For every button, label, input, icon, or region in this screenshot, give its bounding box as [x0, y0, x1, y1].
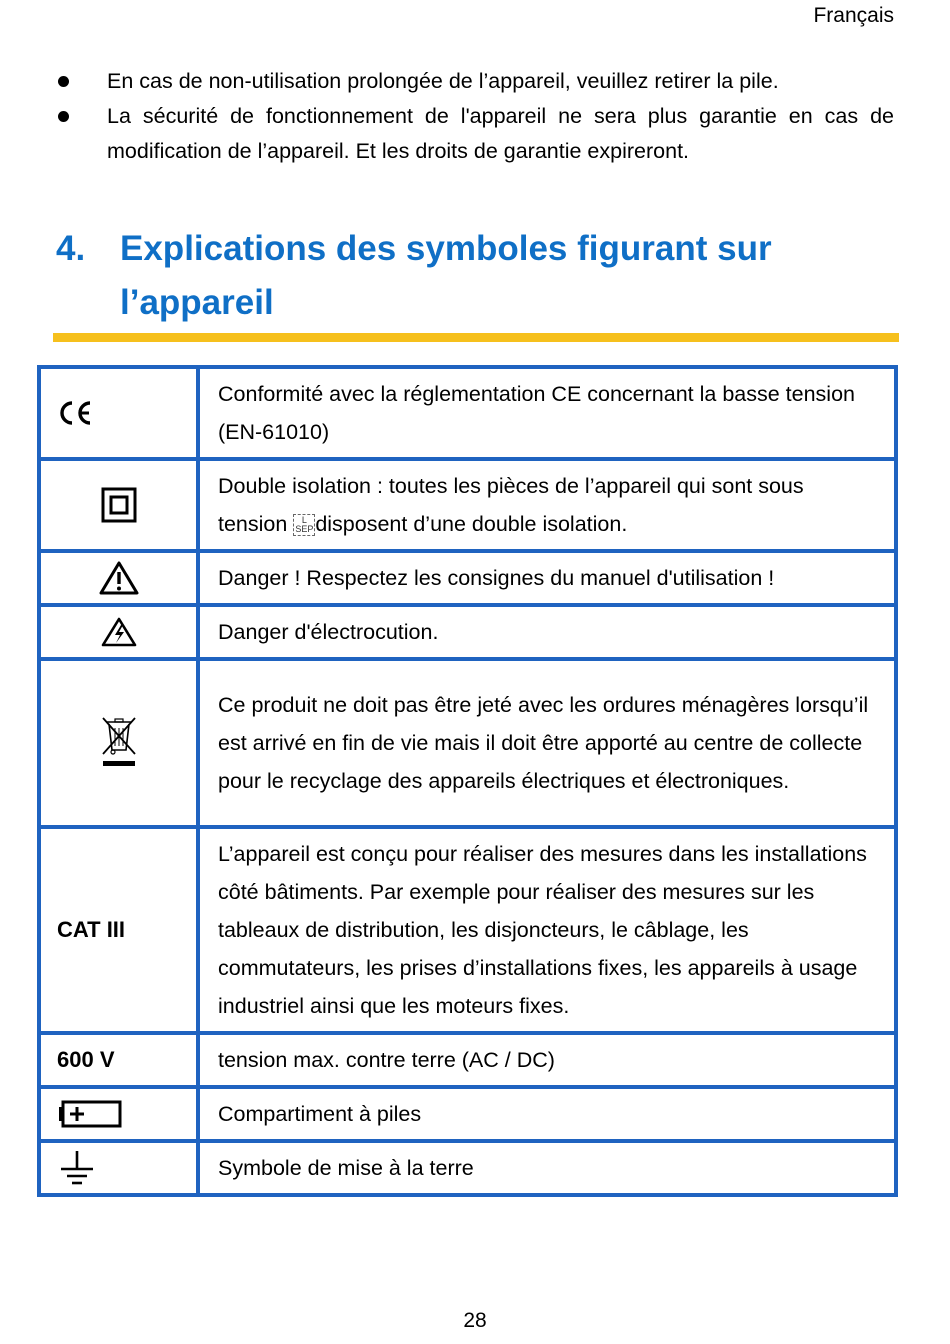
- double-insulation-icon: [101, 487, 137, 523]
- symbol-cell: [39, 605, 198, 659]
- bullet-dot-icon: [58, 76, 69, 87]
- table-row: [39, 1033, 896, 1087]
- ce-mark-icon: [57, 400, 95, 426]
- bullet-text: La sécurité de fonctionnement de l'appareil ne sera plus garantie en cas de modification de l’appareil. Et les droits de garantie expireront.: [107, 104, 894, 163]
- language-label: Français: [813, 4, 894, 27]
- category-label: CAT III: [39, 827, 198, 1033]
- symbol-table: [37, 365, 898, 1197]
- heading-rule: [53, 333, 899, 342]
- page-number: 28: [463, 1309, 487, 1332]
- bullet-list: [54, 64, 894, 169]
- table-row: [39, 1141, 896, 1195]
- symbol-cell: [39, 659, 198, 827]
- section-number: 4.: [56, 229, 86, 268]
- weee-bin-icon: [99, 716, 139, 770]
- warning-triangle-icon: [98, 560, 140, 596]
- symbol-cell: [39, 551, 198, 605]
- section-heading: [56, 222, 896, 330]
- list-item: [54, 64, 894, 99]
- description-cell: Compartiment à piles: [198, 1087, 896, 1141]
- description-cell: Danger d'électrocution.: [198, 605, 896, 659]
- description-cell: Conformité avec la réglementation CE concernant la basse tension (EN-61010): [198, 367, 896, 459]
- description-cell: [198, 459, 896, 551]
- separator-glyph: L SEP: [295, 515, 314, 535]
- symbol-cell: [39, 1141, 198, 1195]
- description-text: disposent d’une double isolation.: [315, 512, 628, 536]
- ground-icon: [57, 1149, 97, 1187]
- symbol-cell: [39, 1087, 198, 1141]
- table-row: [39, 1087, 896, 1141]
- description-text: Double isolation : toutes les pièces de l’appareil qui sont sous tension: [218, 474, 804, 536]
- description-cell: tension max. contre terre (AC / DC): [198, 1033, 896, 1087]
- table-row: [39, 367, 896, 459]
- section-title: Explications des symboles figurant sur l’appareil: [120, 229, 772, 322]
- bullet-text: En cas de non-utilisation prolongée de l’appareil, veuillez retirer la pile.: [107, 69, 779, 93]
- list-item: [54, 99, 894, 169]
- table-row: [39, 659, 896, 827]
- voltage-label: 600 V: [39, 1033, 198, 1087]
- table-row: [39, 459, 896, 551]
- bullet-dot-icon: [58, 111, 69, 122]
- table-row: [39, 605, 896, 659]
- table-row: [39, 827, 896, 1033]
- table-row: [39, 551, 896, 605]
- battery-icon: [57, 1099, 123, 1129]
- description-cell: Ce produit ne doit pas être jeté avec les ordures ménagères lorsqu’il est arrivé en fin de vie mais il doit être apporté au centre de collecte pour le recyclage des appareils électriques et électroniques.: [198, 659, 896, 827]
- symbol-cell: [39, 367, 198, 459]
- description-cell: Symbole de mise à la terre: [198, 1141, 896, 1195]
- high-voltage-icon: [100, 616, 138, 648]
- description-cell: L’appareil est conçu pour réaliser des mesures dans les installations côté bâtiments. Par exemple pour réaliser des mesures sur les tableaux de distribution, les disjoncteurs, le câblage, les commutateurs, les prises d’installations fixes, les appareils à usage industriel ainsi que les moteurs fixes.: [198, 827, 896, 1033]
- symbol-cell: [39, 459, 198, 551]
- description-cell: Danger ! Respectez les consignes du manuel d'utilisation !: [198, 551, 896, 605]
